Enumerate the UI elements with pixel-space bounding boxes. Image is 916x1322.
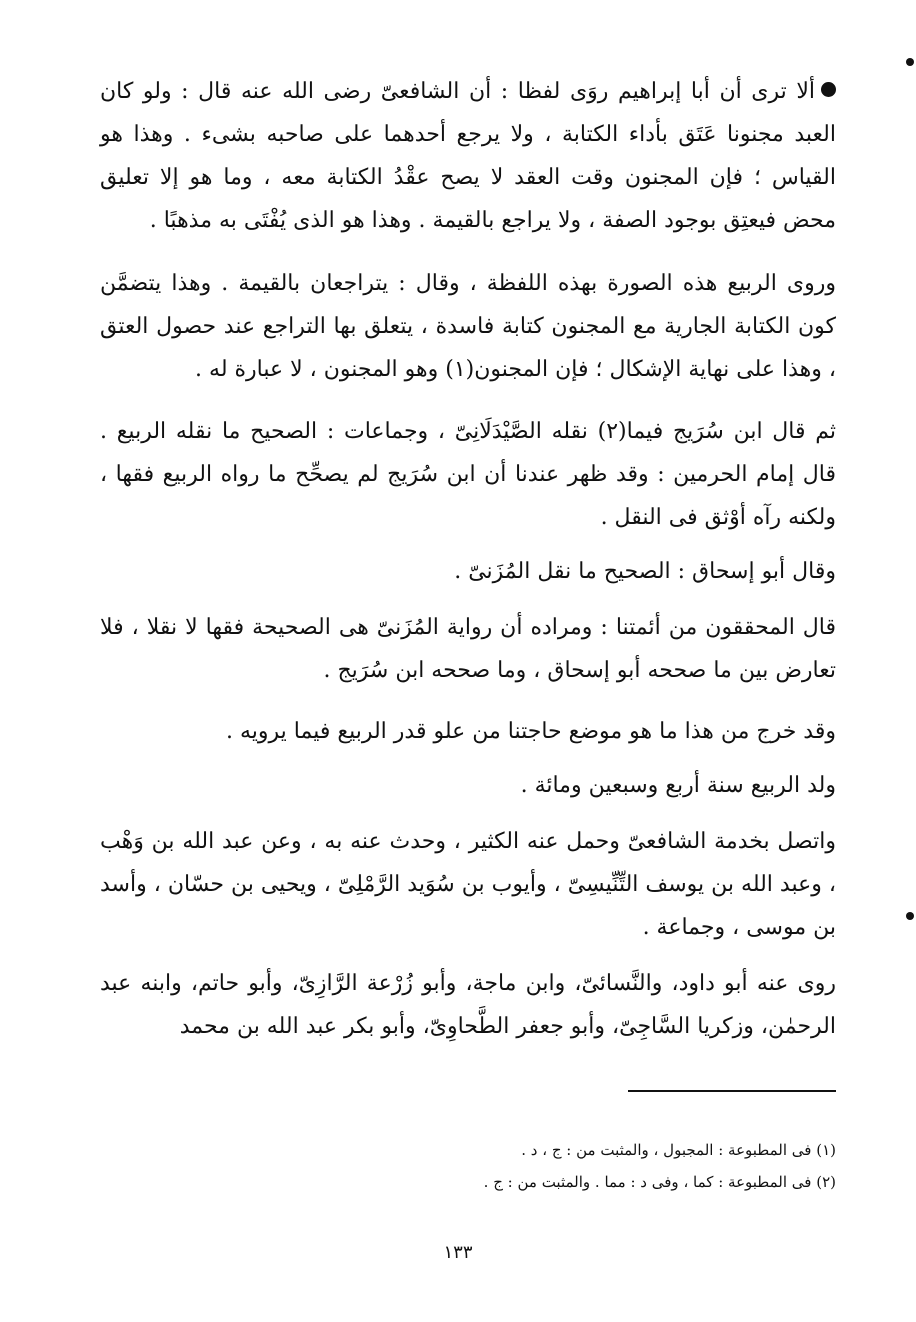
paragraph-6: وقد خرج من هذا ما هو موضع حاجتنا من علو قدر الربيع فيما يرويه . <box>226 719 836 744</box>
footnote-2: (٢) فى المطبوعة : كما ، وفى د : مما . والمثبت من : ج . <box>483 1173 836 1191</box>
page-number: ١٣٣ <box>443 1242 473 1263</box>
footnote-1: (١) فى المطبوعة : المجبول ، والمثبت من : ج ، د . <box>521 1141 836 1159</box>
bullet-icon <box>821 82 836 97</box>
footnote-rule <box>628 1090 836 1092</box>
margin-mark <box>906 912 914 920</box>
paragraph-7: ولد الربيع سنة أربع وسبعين ومائة . <box>520 773 836 798</box>
paragraph-5: قال المحققون من أئمتنا : ومراده أن رواية المُزَنىّ هى الصحيحة فقها لا نقلا ، فلا تعارض بين ما صححه أبو إسحاق ، وما صححه ابن سُرَيج . <box>100 615 836 683</box>
paragraph-4: وقال أبو إسحاق : الصحيح ما نقل المُزَنىّ . <box>454 559 836 584</box>
paragraph-3: ثم قال ابن سُرَيج فيما(٢) نقله الصَّيْدَلَانِىّ ، وجماعات : الصحيح ما نقله الربيع . قال إمام الحرمين : وقد ظهر عندنا أن ابن سُرَيج لم يصحِّح ما رواه الربيع فقها ، ولكنه رآه أوْثق فى النقل . <box>100 419 836 530</box>
paragraph-8: واتصل بخدمة الشافعىّ وحمل عنه الكثير ، وحدث عنه به ، وعن عبد الله بن وَهْب ، وعبد الله بن يوسف التِّنِّيسِىّ ، وأيوب بن سُوَيد الرَّمْلِىّ ، ويحيى بن حسّان ، وأسد بن موسى ، وجماعة . <box>100 829 836 940</box>
paragraph-1-text: ألا ترى أن أبا إبراهيم روَى لفظا : أن الشافعىّ رضى الله عنه قال : ولو كان العبد مجنونا عَتَق بأداء الكتابة ، ولا يرجع أحدهما على صاحبه بشىء . وهذا هو القياس ؛ فإن المجنون وقت العقد لا يصح عقْدُ الكتابة معه ، وما هو إلا تعليق محض فيعتِق بوجود الصفة ، ولا يراجع بالقيمة . وهذا هو الذى يُفْتَى به مذهبًا . <box>100 79 836 233</box>
margin-mark <box>906 58 914 66</box>
paragraph-2: وروى الربيع هذه الصورة بهذه اللفظة ، وقال : يتراجعان بالقيمة . وهذا يتضمَّن كون الكتابة الجارية مع المجنون كتابة فاسدة ، يتعلق بها التراجع عند حصول العتق ، وهذا على نهاية الإشكال ؛ فإن المجنون(١) وهو المجنون ، لا عبارة له . <box>100 271 836 382</box>
paragraph-1 <box>100 70 836 242</box>
paragraph-9: روى عنه أبو داود، والنَّسائىّ، وابن ماجة، وأبو زُرْعة الرَّازِىّ، وأبو حاتم، وابنه عبد الرحمٰن، وزكريا السَّاجِىّ، وأبو جعفر الطَّحاوِىّ، وأبو بكر عبد الله بن محمد <box>100 971 836 1039</box>
